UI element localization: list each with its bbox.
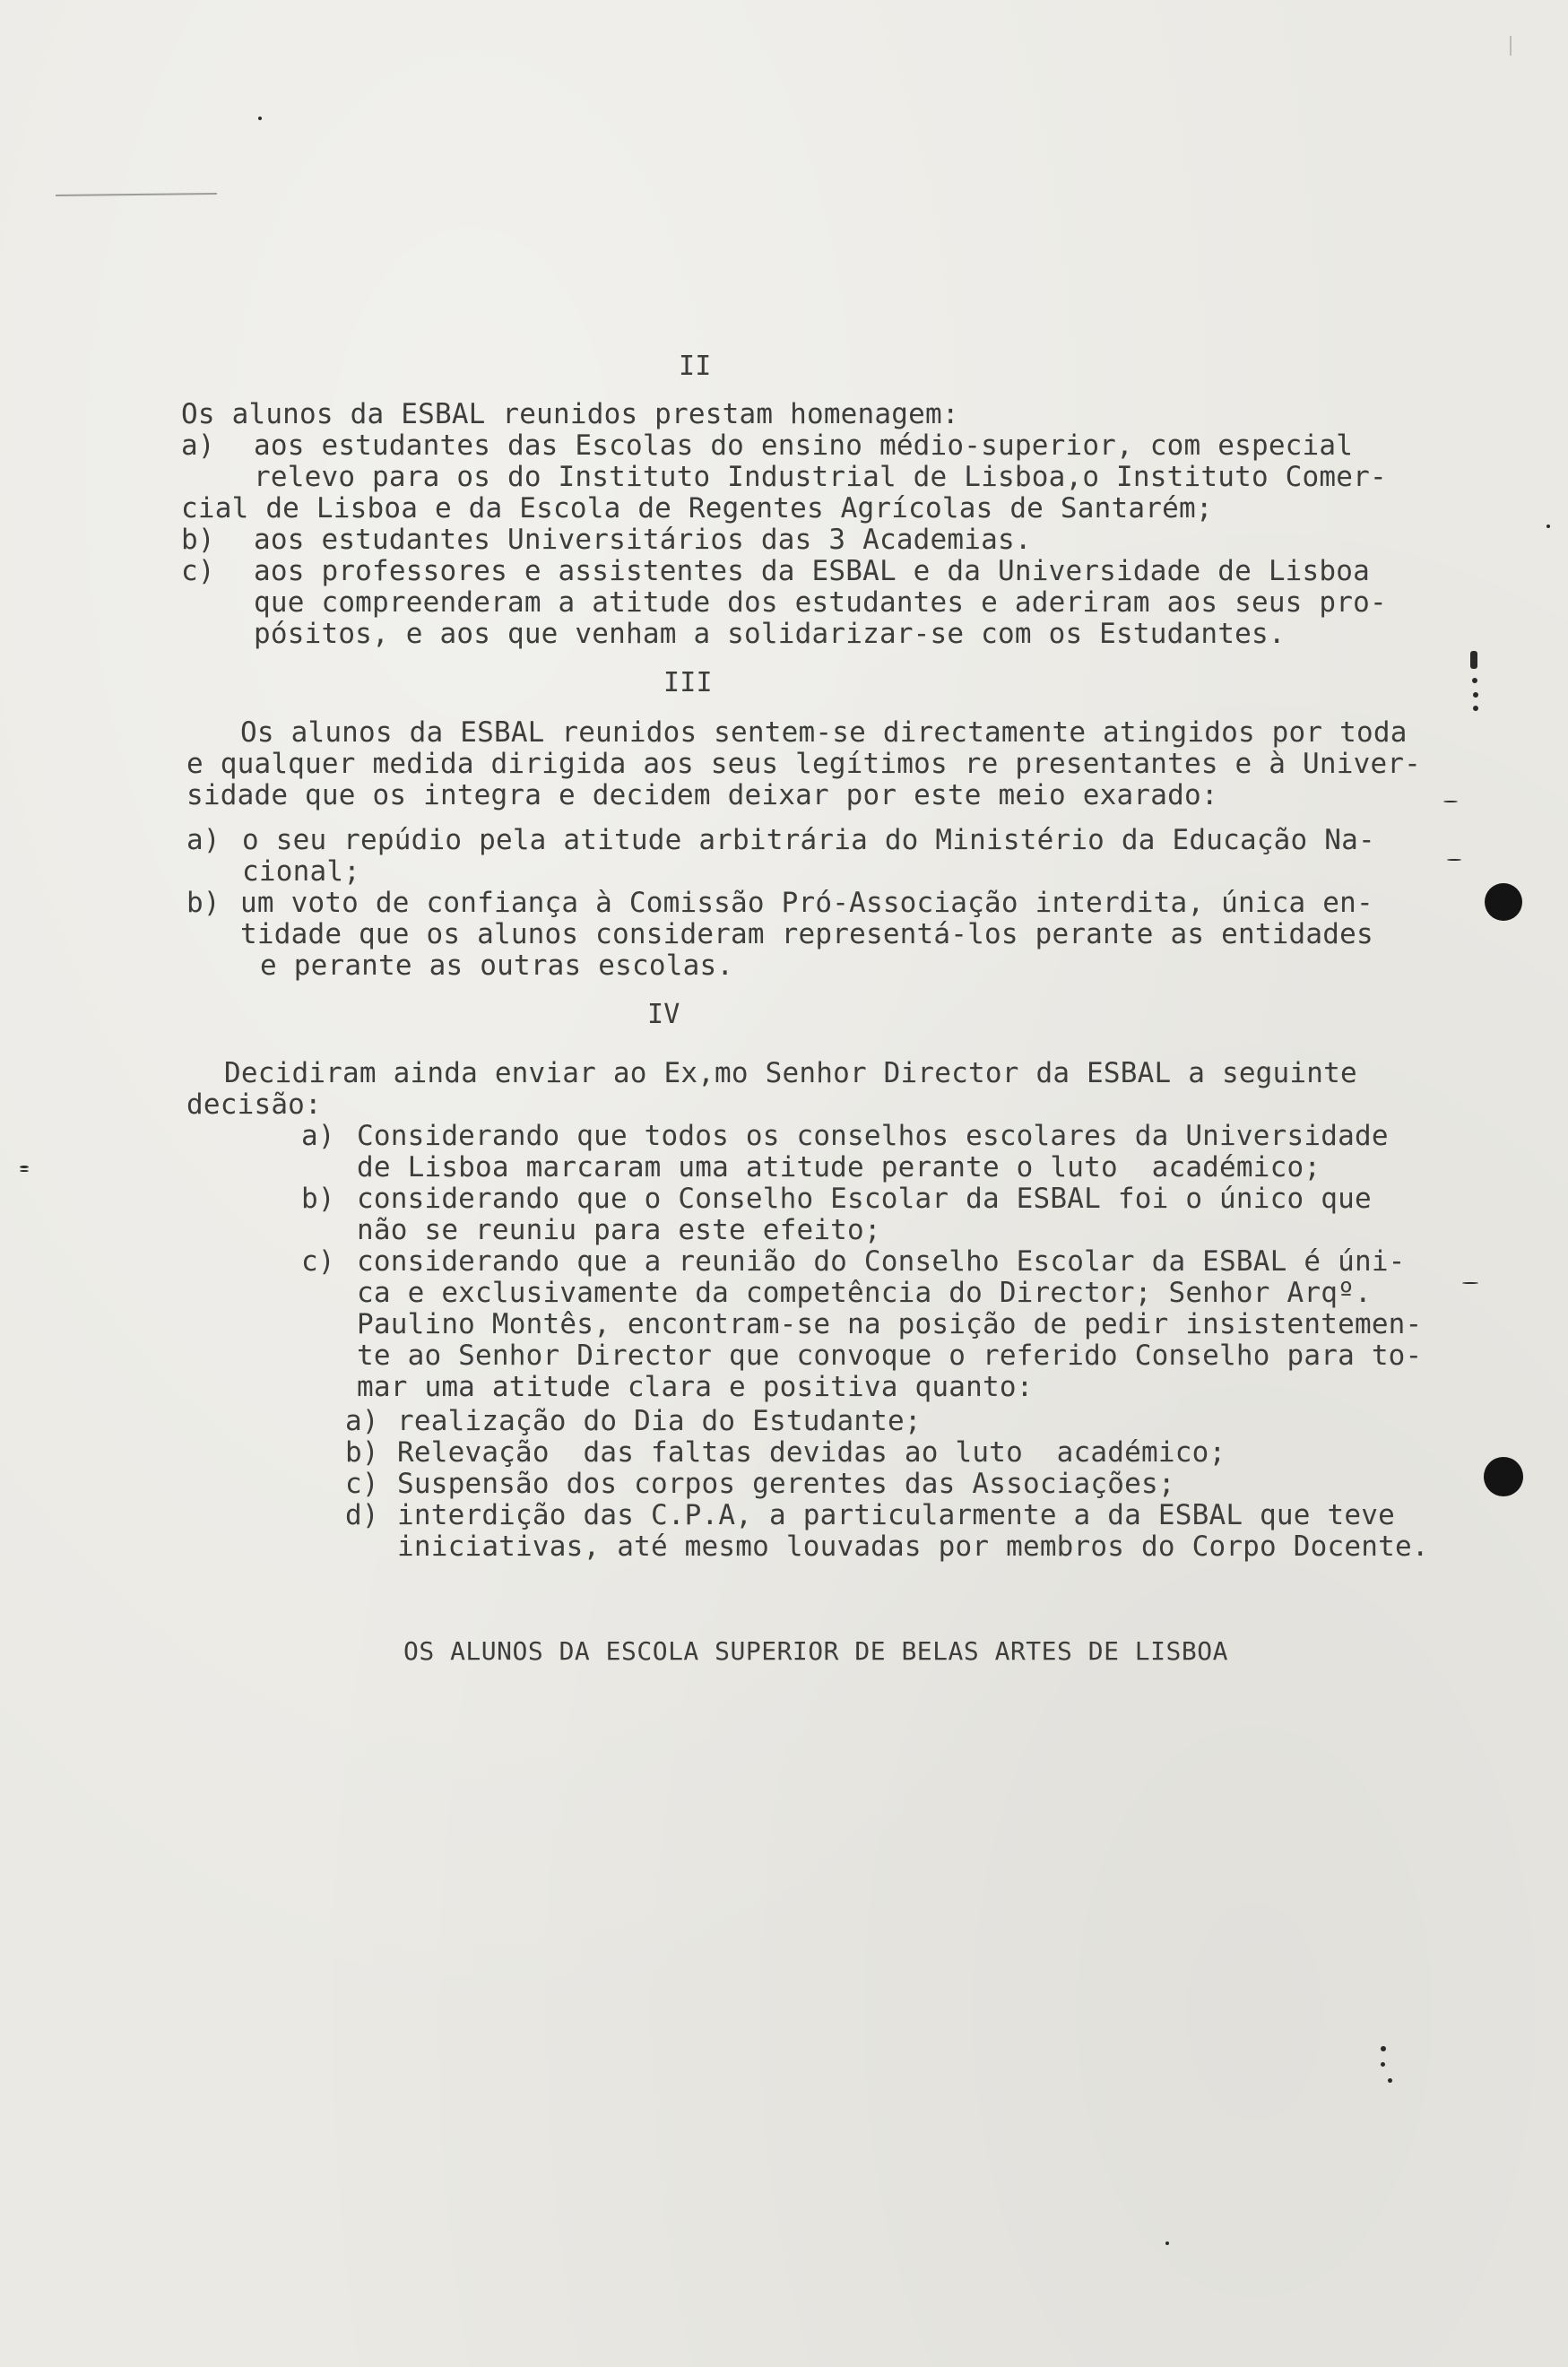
list-item-line: tidade que os alunos consideram representá-los perante as entidades: [240, 918, 1373, 950]
list-item-line: considerando que o Conselho Escolar da ESBAL foi o único que: [357, 1183, 1372, 1215]
section-iv-intro-line: decisão:: [186, 1088, 322, 1121]
section-ii-intro: Os alunos da ESBAL reunidos prestam homenagem:: [181, 398, 959, 430]
ink-speck: [20, 1170, 29, 1172]
ink-mark: [1470, 651, 1477, 669]
punch-hole: [1485, 883, 1522, 921]
list-item-line: relevo para os do Instituto Industrial de Lisboa,o Instituto Comer-: [254, 461, 1387, 493]
list-item-line: o seu repúdio pela atitude arbitrária do Ministério da Educação Na-: [242, 824, 1375, 856]
list-marker: b): [301, 1183, 335, 1215]
list-item-line: interdição das C.P.A, a particularmente a da ESBAL que teve: [397, 1499, 1395, 1531]
ink-mark: [1473, 706, 1478, 711]
list-marker: c): [345, 1468, 379, 1500]
ink-speck: [20, 1166, 29, 1168]
list-marker: c): [301, 1245, 335, 1278]
list-item-line: te ao Senhor Director que convoque o referido Conselho para to-: [357, 1340, 1423, 1372]
list-marker: c): [181, 555, 215, 587]
paper-edge-line: [1510, 36, 1512, 56]
list-marker: a): [301, 1120, 335, 1152]
list-item-line: que compreenderam a atitude dos estudantes e aderiram aos seus pro-: [254, 586, 1387, 619]
list-item-line: de Lisboa marcaram uma atitude perante o luto académico;: [357, 1151, 1321, 1184]
punch-hole: [1484, 1457, 1523, 1496]
ink-speck: [1165, 2241, 1169, 2245]
list-item-line: não se reuniu para este efeito;: [357, 1214, 881, 1246]
list-marker: a): [345, 1405, 379, 1437]
list-item-line: iniciativas, até mesmo louvadas por membros do Corpo Docente.: [397, 1530, 1429, 1563]
list-item-line: aos estudantes das Escolas do ensino médio-superior, com especial: [254, 429, 1354, 462]
list-item-line: Paulino Montês, encontram-se na posição de pedir insistentemen-: [357, 1308, 1423, 1340]
list-item-line: realização do Dia do Estudante;: [397, 1405, 922, 1437]
list-item-line: Considerando que todos os conselhos escolares da Universidade: [357, 1120, 1389, 1152]
ink-speck: [1381, 2062, 1385, 2067]
list-item-line: pósitos, e aos que venham a solidarizar-se com os Estudantes.: [254, 618, 1286, 650]
list-item-line: um voto de confiança à Comissão Pró-Associação interdita, única en-: [240, 887, 1373, 919]
ink-speck: [1447, 859, 1461, 861]
ink-mark: [1473, 692, 1478, 698]
ink-speck: [1462, 1282, 1478, 1284]
list-item-line: Relevação das faltas devidas ao luto académico;: [397, 1436, 1226, 1469]
section-iii-intro-line: sidade que os integra e decidem deixar por este meio exarado:: [186, 779, 1218, 811]
list-item-line: cial de Lisboa e da Escola de Regentes Agrícolas de Santarém;: [181, 492, 1213, 525]
list-marker: b): [186, 887, 221, 919]
ink-mark: [1472, 678, 1477, 683]
list-item-line: Suspensão dos corpos gerentes das Associações;: [397, 1468, 1175, 1500]
ink-speck: [1388, 2078, 1392, 2083]
list-item-line: aos estudantes Universitários das 3 Academias.: [254, 524, 1032, 556]
section-number-iii: III: [663, 667, 713, 698]
list-marker: d): [345, 1499, 379, 1531]
ink-speck: [1381, 2046, 1386, 2051]
list-marker: a): [181, 429, 215, 462]
signature-line: OS ALUNOS DA ESCOLA SUPERIOR DE BELAS ARTES DE LISBOA: [403, 1636, 1228, 1666]
list-item-line: considerando que a reunião do Conselho Escolar da ESBAL é úni-: [357, 1245, 1406, 1278]
section-iv-intro-line: Decidiram ainda enviar ao Ex,mo Senhor Director da ESBAL a seguinte: [224, 1057, 1357, 1089]
list-marker: b): [181, 524, 215, 556]
ink-speck: [1546, 525, 1550, 528]
section-iii-intro-line: Os alunos da ESBAL reunidos sentem-se directamente atingidos por toda: [240, 716, 1408, 749]
ink-speck: [1443, 801, 1458, 802]
section-iii-intro-line: e qualquer medida dirigida aos seus legítimos re presentantes e à Univer-: [186, 748, 1422, 780]
ink-speck: [258, 117, 262, 120]
section-number-iv: IV: [647, 999, 680, 1030]
list-marker: a): [186, 824, 221, 856]
list-marker: b): [345, 1436, 379, 1469]
list-item-line: mar uma atitude clara e positiva quanto:: [357, 1371, 1034, 1403]
pencil-stroke: [56, 193, 217, 196]
list-item-line: aos professores e assistentes da ESBAL e da Universidade de Lisboa: [254, 555, 1370, 587]
list-item-line: ca e exclusivamente da competência do Director; Senhor Arqº.: [357, 1277, 1372, 1309]
section-number-ii: II: [679, 351, 712, 382]
list-item-line: e perante as outras escolas.: [260, 949, 734, 982]
list-item-line: cional;: [242, 855, 361, 888]
